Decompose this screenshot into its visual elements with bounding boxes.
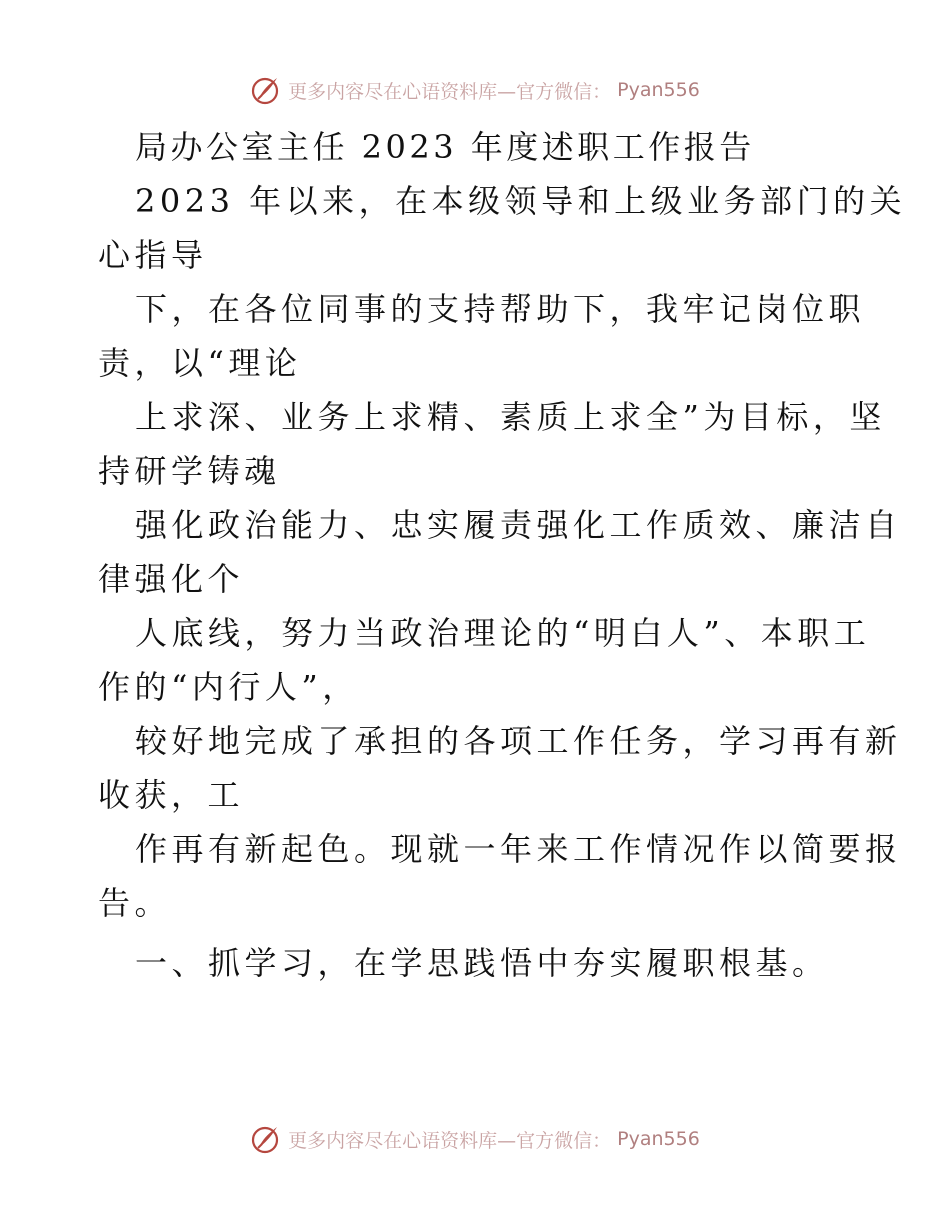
paragraph-line: 人底线，努力当政治理论的“明白人”、本职工 [135,614,871,652]
paragraph-line: 律强化个 [98,560,245,598]
paragraph-line: 2023 年以来，在本级领导和上级业务部门的关 [135,182,907,220]
paragraph-line: 作再有新起色。现就一年来工作情况作以简要报 [135,830,902,868]
paragraph-line: 强化政治能力、忠实履责强化工作质效、廉洁自 [135,506,902,544]
paragraph-line: 收获，工 [98,776,245,814]
paragraph-line: 持研学铸魂 [98,452,281,490]
paragraph-line: 较好地完成了承担的各项工作任务，学习再有新 [135,722,902,760]
section-heading: 一、抓学习，在学思践悟中夯实履职根基。 [135,944,829,982]
watermark-text: 更多内容尽在心语资料库—官方微信： [288,1129,612,1152]
quill-seal-icon [250,1123,282,1155]
watermark-wechat-id: Pyan556 [617,79,700,101]
quill-seal-icon [250,74,282,106]
paragraph-line: 下，在各位同事的支持帮助下，我牢记岗位职 [135,290,866,328]
watermark-header [0,70,950,110]
paragraph-line: 作的“内行人”， [98,668,359,706]
watermark-footer [0,1119,950,1159]
paragraph-line: 心指导 [98,236,208,274]
paragraph-line: 责，以“理论 [98,344,302,382]
paragraph-line: 上求深、业务上求精、素质上求全”为目标，坚 [135,398,886,436]
watermark-text: 更多内容尽在心语资料库—官方微信： [288,80,612,103]
document-title: 局办公室主任 2023 年度述职工作报告 [135,128,755,166]
paragraph-line: 告。 [98,884,172,922]
watermark-wechat-id: Pyan556 [617,1128,700,1150]
document-body [98,120,907,990]
